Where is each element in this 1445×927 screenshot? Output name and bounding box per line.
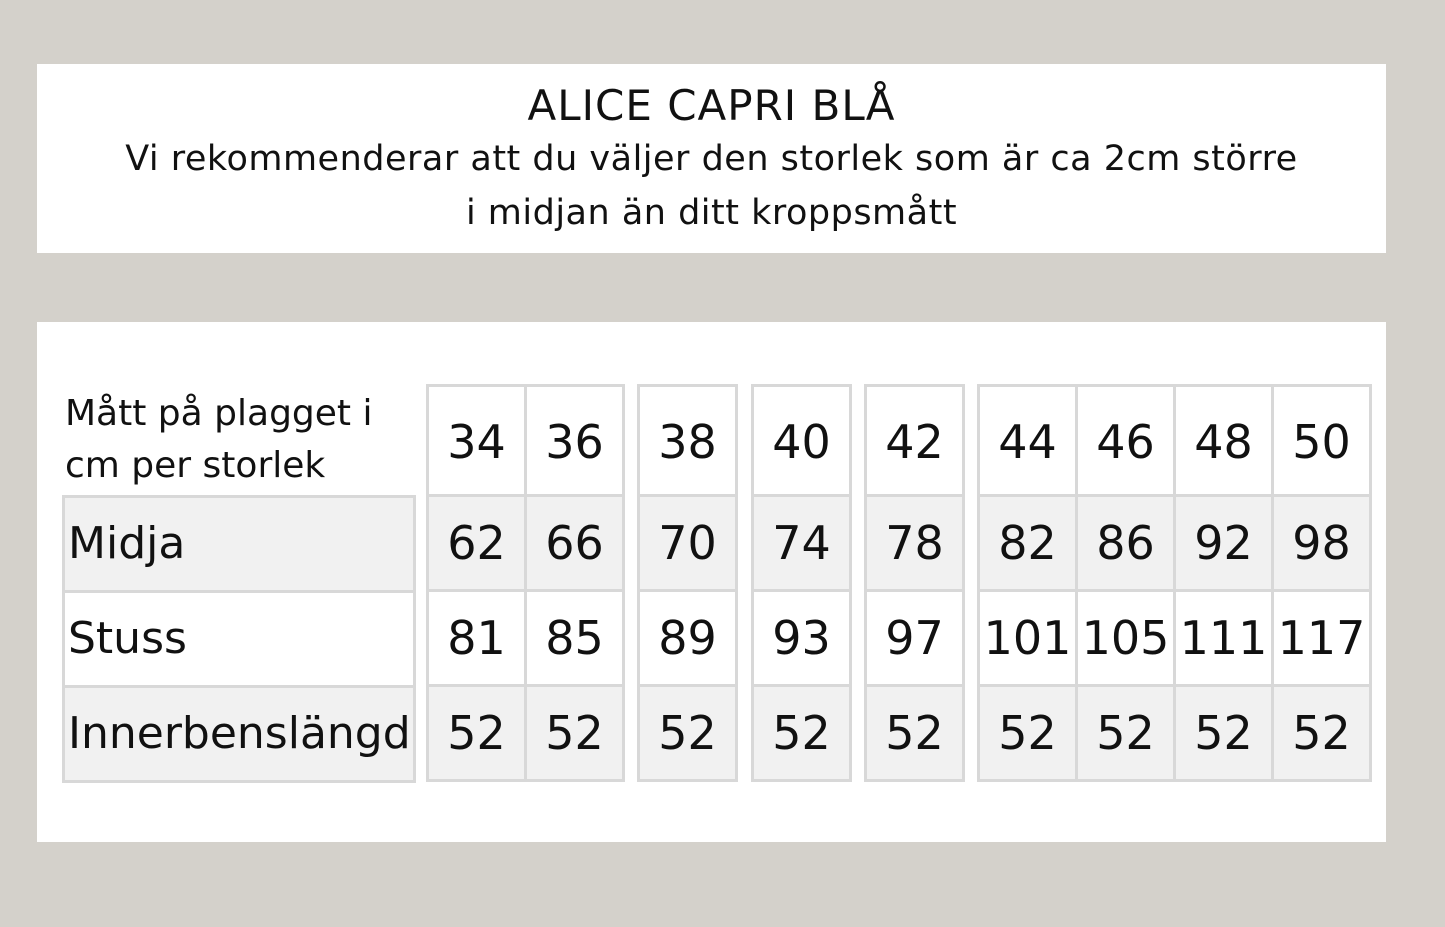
size-header: 44 xyxy=(977,384,1078,497)
row-label-stuss: Stuss xyxy=(62,590,416,688)
size-column-44 xyxy=(977,384,1072,776)
stuss-cell: 93 xyxy=(751,589,852,687)
innerben-cell: 52 xyxy=(1271,684,1372,782)
size-column-36 xyxy=(524,384,619,776)
innerben-cell: 52 xyxy=(426,684,527,782)
recommendation-line-2: i midjan än ditt kroppsmått xyxy=(465,193,958,233)
stuss-cell: 117 xyxy=(1271,589,1372,687)
midja-cell: 92 xyxy=(1173,494,1274,592)
size-column-42 xyxy=(864,384,959,776)
size-column-48 xyxy=(1173,384,1268,776)
innerben-cell: 52 xyxy=(1075,684,1176,782)
stuss-cell: 89 xyxy=(637,589,738,687)
size-column-34 xyxy=(426,384,521,776)
midja-cell: 66 xyxy=(524,494,625,592)
midja-cell: 82 xyxy=(977,494,1078,592)
size-column-38 xyxy=(637,384,732,776)
midja-cell: 78 xyxy=(864,494,965,592)
size-table-panel xyxy=(37,322,1386,842)
size-header: 48 xyxy=(1173,384,1274,497)
midja-cell: 74 xyxy=(751,494,852,592)
innerben-cell: 52 xyxy=(751,684,852,782)
title-panel xyxy=(37,64,1386,253)
stuss-cell: 111 xyxy=(1173,589,1274,687)
recommendation-line-1: Vi rekommenderar att du väljer den storlek som är ca 2cm större xyxy=(125,139,1298,179)
size-header: 46 xyxy=(1075,384,1176,497)
innerben-cell: 52 xyxy=(977,684,1078,782)
size-column-40 xyxy=(751,384,846,776)
size-header: 40 xyxy=(751,384,852,497)
row-label-innerbenslangd: Innerbenslängd xyxy=(62,685,416,783)
size-header: 36 xyxy=(524,384,625,497)
midja-cell: 62 xyxy=(426,494,527,592)
innerben-cell: 52 xyxy=(864,684,965,782)
size-column-46 xyxy=(1075,384,1170,776)
midja-cell: 86 xyxy=(1075,494,1176,592)
size-header: 42 xyxy=(864,384,965,497)
stuss-cell: 105 xyxy=(1075,589,1176,687)
product-title: ALICE CAPRI BLÅ xyxy=(527,81,896,130)
corner-label: Mått på plagget i cm per storlek xyxy=(65,393,373,486)
midja-cell: 70 xyxy=(637,494,738,592)
size-column-50 xyxy=(1271,384,1366,776)
innerben-cell: 52 xyxy=(524,684,625,782)
innerben-cell: 52 xyxy=(1173,684,1274,782)
innerben-cell: 52 xyxy=(637,684,738,782)
midja-cell: 98 xyxy=(1271,494,1372,592)
stuss-cell: 81 xyxy=(426,589,527,687)
size-header: 50 xyxy=(1271,384,1372,497)
stuss-cell: 97 xyxy=(864,589,965,687)
stuss-cell: 101 xyxy=(977,589,1078,687)
row-label-midja: Midja xyxy=(62,495,416,593)
size-header: 38 xyxy=(637,384,738,497)
stuss-cell: 85 xyxy=(524,589,625,687)
size-header: 34 xyxy=(426,384,527,497)
